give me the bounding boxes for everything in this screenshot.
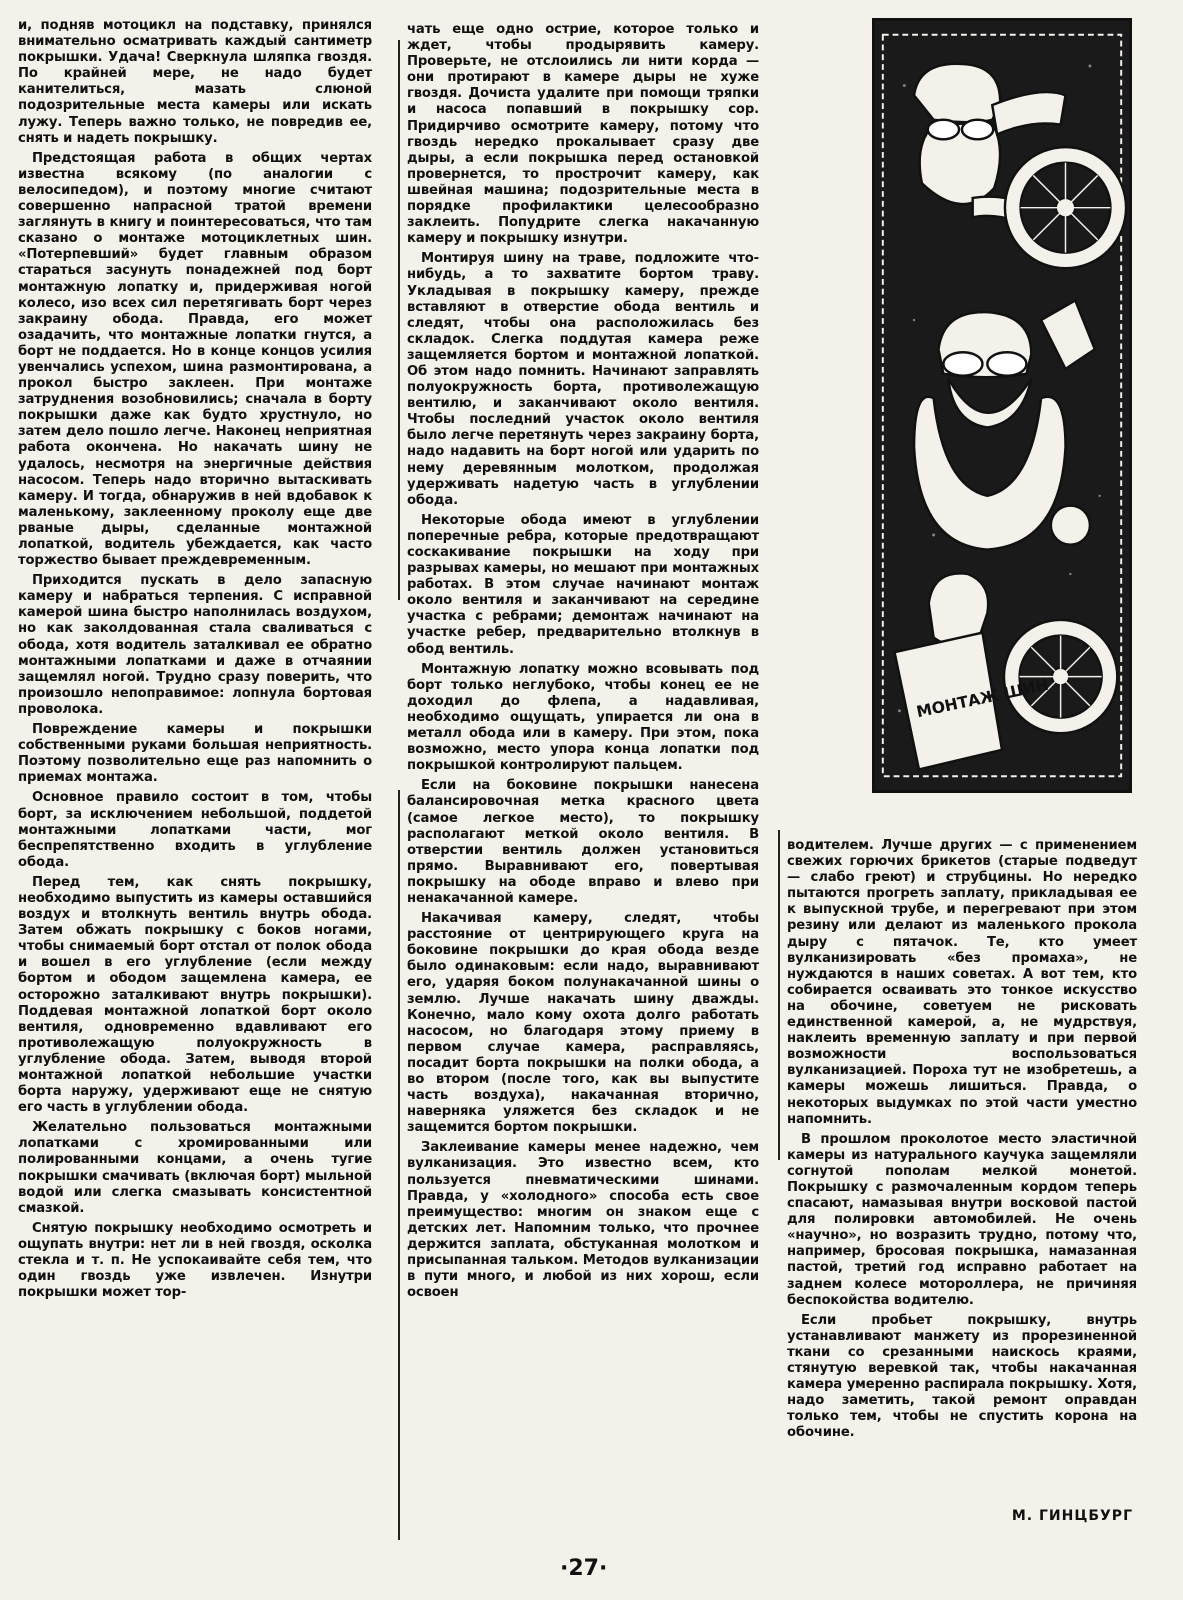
article-column-1	[18, 18, 372, 1305]
column-bracket-right	[778, 830, 780, 1160]
paragraph: водителем. Лучше других — с применением свежих горючих брикетов (старые подведут — слабо греют) и струбцины. Но нередко пытаются прогреть заплату, прикладывая ее к выпускной трубе, и перегревают при этом резину или делают из маленького прокола дыру с пятачок. Те, кто умеет вулканизировать «без промаха», не нуждаются в наших советах. А вот тем, кто собирается осваивать это тонкое искусство на обочине, советуем не рисковать единственной камерой, а, не мудрствуя, наклеить временную заплату и при первой возможности воспользоваться вулканизацией. Пороха тут не изобретешь, а камеры можешь лишиться. Правда, о некоторых выдумках по этой части уместно напомнить.	[787, 838, 1137, 1127]
paragraph: Накачивая камеру, следят, чтобы расстояние от центрирующего круга на боковине покрышки до края обода везде было одинаковым: если надо, выравнивают его, ударяя боком полунакачанной шины о землю. Лучше накачать шину дважды. Конечно, мало кому охота долго работать насосом, но благодаря этому приему в первом случае камера, расправляясь, посадит борта покрышки на полки обода, а во втором (после того, как вы выпустите часть воздуха), накачанная вторично, наверняка уляжется без складок и не защемится бортом покрышки.	[407, 911, 759, 1136]
author-signature: М. ГИНЦБУРГ	[1011, 1508, 1133, 1524]
paragraph: и, подняв мотоцикл на подставку, принялся внимательно осматривать каждый сантиметр покрышки. Удача! Сверкнула шляпка гвоздя. По крайней мере, не надо будет канителиться, мазать слюной подозрительные места камеры или искать лужу. Теперь важно только, не повредив ее, снять и надеть покрышку.	[18, 18, 372, 146]
paragraph: Желательно пользоваться монтажными лопатками с хромированными или полированными концами, а очень тугие покрышки смачивать (включая борт) мыльной водой или слегка смазывать консистентной смазкой.	[18, 1120, 372, 1216]
paragraph: Если на боковине покрышки нанесена балансировочная метка красного цвета (самое легкое место), то покрышку располагают меткой около вентиля. В отверстии вентиль должен установиться прямо. Выравнивают его, повертывая покрышку на ободе вправо и влево при ненакачанной камере.	[407, 778, 759, 906]
paragraph: Перед тем, как снять покрышку, необходимо выпустить из камеры оставшийся воздух и втолкнуть вентиль внутрь обода. Затем обжать покрышку с боков ногами, чтобы снимаемый борт отстал от полок обода и вошел в его углубление (если между бортом и ободом защемлена камера, ее осторожно заталкивают внутрь покрышки). Поддевая монтажной лопаткой борт около вентиля, одновременно вдавливают его противолежащую полуокружность в углубление обода. Затем, выводя второй монтажной лопаткой небольшие участки борта наружу, удерживают еще не снятую его часть в углублении обода.	[18, 874, 372, 1116]
paragraph: Монтажную лопатку можно всовывать под борт только неглубоко, чтобы конец ее не доходил до флепа, а надавливая, необходимо ощущать, упирается ли она в металл обода или в камеру. При этом, пока возможно, место упора конца лопатки под покрышкой контролируют пальцем.	[407, 661, 759, 774]
paragraph: Заклеивание камеры менее надежно, чем вулканизация. Это известно всем, кто пользуется пневматическими шинами. Правда, у «холодного» способа есть свое преимущество: многим он знаком еще с детских лет. Напомним только, что прочнее держится заплата, обстуканная молотком и присыпанная тальком. Методов вулканизации в пути много, и любой из них хорош, если освоен	[407, 1140, 759, 1301]
paragraph: Снятую покрышку необходимо осмотреть и ощупать внутри: нет ли в ней гвоздя, осколка стекла и т. п. Не успокаивайте себя тем, что один гвоздь уже извлечен. Изнутри покрышки может тор-	[18, 1220, 372, 1301]
page-number: ·27·	[560, 1556, 608, 1581]
paragraph: Некоторые обода имеют в углублении поперечные ребра, которые предотвращают соскакивание покрышки на ходу при разрывах камеры, но мешают при монтажных работах. В этом случае начинают монтаж около вентиля и заканчивают на середине участка с ребрами; демонтаж начинают на участке ребер, предварительно втолкнув в обод вентиль.	[407, 512, 759, 657]
paragraph: В прошлом проколотое место эластичной камеры из натурального каучука защемляли согнутой пополам мелкой монетой. Покрышку с размочаленным кордом теперь спасают, намазывая внутри восковой пастой для полировки автомобилей. Не очень «научно», но возразить трудно, потому что, например, бросовая покрышка, намазанная пастой, третий год исправно работает на заднем колесе мотороллера, не причиняя беспокойства водителю.	[787, 1131, 1137, 1308]
paragraph: Основное правило состоит в том, чтобы борт, за исключением небольшой, поддетой монтажными лопатками части, мог беспрепятственно входить в углубление обода.	[18, 790, 372, 870]
paragraph: чать еще одно острие, которое только и ждет, чтобы продырявить камеру. Проверьте, не отслоились ли нити корда — они протирают в камере дыры не хуже гвоздя. Дочиста удалите при помощи тряпки и насоса попавший в покрышку сор. Придирчиво осмотрите камеру, потому что гвоздь нередко прокалывает сразу две дыры, а если покрышка перед остановкой провернется, то прострочит камеру, как швейная машина; подозрительные места в порядке профилактики целесообразно заклеить. Попудрите слегка накачанную камеру и покрышку изнутри.	[407, 22, 759, 247]
paragraph: Если пробьет покрышку, внутрь устанавливают манжету из прорезиненной ткани со срезанными наискось краями, стянутую веревкой так, чтобы накачанная камера умеренно распирала покрышку. Хотя, надо заметить, такой ремонт оправдан только тем, чтобы не спустить корона на обочине.	[787, 1312, 1137, 1441]
illustration-tire-mounting	[872, 18, 1132, 793]
paragraph: Приходится пускать в дело запасную камеру и набраться терпения. С исправной камерой шина быстро наполнилась воздухом, но как заколдованная стала сваливаться с обода, хотя водитель заталкивал ее обратно монтажными лопатками и даже в отчаянии защемлял ногой. Трудно сразу поверить, что произошло непоправимое: лопнула бортовая проволока.	[18, 573, 372, 717]
article-column-3	[787, 838, 1137, 1445]
column-bracket-left	[398, 40, 400, 600]
paragraph: Повреждение камеры и покрышки собственными руками большая неприятность. Поэтому позволительно еще раз напомнить о приемах монтажа.	[18, 722, 372, 786]
paragraph: Монтируя шину на траве, подложите что-нибудь, а то захватите бортом траву. Укладывая в покрышку камеру, прежде вставляют в отверстие обода вентиль и следят, чтобы она расположилась без складок. Слегка поддутая камера реже защемляется бортом и монтажной лопаткой. Об этом надо помнить. Начинают заправлять полуокружность борта, противолежащую вентилю, и заканчивают около вентиля. Чтобы последний участок около вентиля было легче перетянуть через закраину борта, надо надавить на борт ногой или ударить по нему деревянным молотком, продолжая удерживать надетую часть в углублении обода.	[407, 251, 759, 508]
paragraph: Предстоящая работа в общих чертах известна всякому (по аналогии с велосипедом), и поэтому многие считают совершенно напрасной тратой времени заглянуть в книгу и поинтересоваться, что там сказано о монтаже мотоциклетных шин. «Потерпевший» будет главным образом стараться засунуть понадежней под борт монтажную лопатку и, придерживая ногой колесо, изо всех сил перетягивать борт через закраину обода. Правда, его может озадачить, что монтажные лопатки гнутся, а борт не поддается. Но в конце концов усилия увенчались успехом, шина размонтирована, а прокол быстро заклеен. При монтаже затруднения возобновились; сначала в борту покрышки даже как будто хрустнуло, но затем дело пошло легче. Наконец неприятная работа окончена. Но накачать шину не удалось, несмотря на энергичные действия насосом. Теперь надо вторично вытаскивать камеру. И тогда, обнаружив в ней вдобавок к маленькому, заклеенному проколу еще две рваные дыры, сделанные монтажной лопаткой, водитель убеждается, как часто торжество бывает преждевременным.	[18, 150, 372, 569]
book-title: МОНТАЖ ШИН	[914, 674, 1051, 722]
article-column-2	[407, 22, 759, 1305]
column-bracket-left	[398, 790, 400, 1540]
